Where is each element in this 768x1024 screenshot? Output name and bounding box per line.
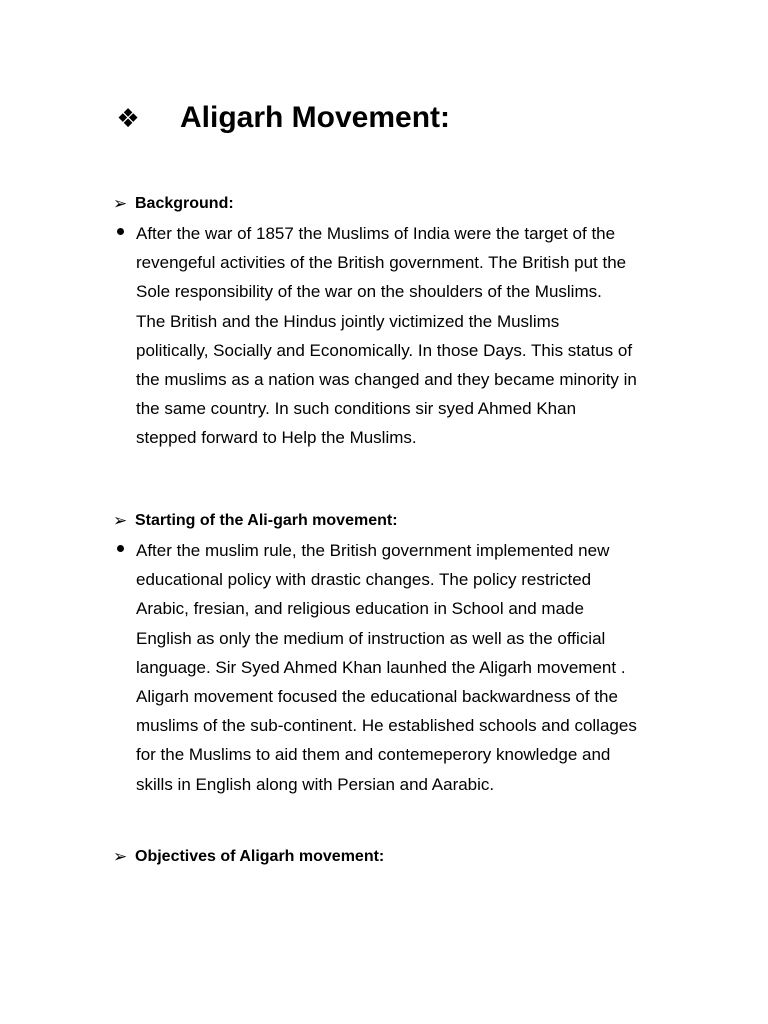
bullet-paragraph-starting [113,536,693,806]
arrow-bullet-icon: ➢ [113,847,128,866]
section-heading-text: Background: [135,195,234,212]
paragraph-line: language. Sir Syed Ahmed Khan launhed the Aligarh movement . [136,657,626,677]
paragraph-line: The British and the Hindus jointly victimized the Muslims [136,311,560,331]
paragraph-line: After the war of 1857 the Muslims of India were the target of the [136,224,616,243]
arrow-bullet-icon: ➢ [113,511,128,530]
paragraph-line: Arabic, fresian, and religious education in School and made [136,599,584,619]
paragraph-line: Aligarh movement focused the educational backwardness of the [136,686,618,706]
section-heading-background [113,192,234,216]
paragraph-text [136,219,637,453]
paragraph-line: for the Muslims to aid them and contemeperory knowledge and [136,745,611,765]
section-heading-text: Starting of the Ali-garh movement: [135,512,398,529]
diamond-bullet-icon: ❖ [116,103,140,133]
bullet-paragraph-background [113,219,693,459]
page-title: Aligarh Movement: [180,101,451,134]
paragraph-line: revengeful activities of the British government. The British put the [136,253,627,273]
paragraph-line: the same country. In such conditions sir syed Ahmed Khan [136,399,577,419]
paragraph-text [136,536,637,799]
paragraph-line: the muslims as a nation was changed and they became minority in [136,369,637,389]
section-heading-starting [113,509,398,533]
section-heading-text: Objectives of Aligarh movement: [135,848,385,865]
section-heading-objectives [113,845,384,869]
paragraph-line: skills in English along with Persian and Aarabic. [136,774,495,794]
paragraph-line: Sole responsibility of the war on the shoulders of the Muslims. [136,282,602,302]
arrow-bullet-icon: ➢ [113,194,128,213]
paragraph-line: politically, Socially and Economically. In those Days. This status of [136,340,633,360]
paragraph-line: English as only the medium of instruction as well as the official [136,628,606,648]
paragraph-line: educational policy with drastic changes. The policy restricted [136,570,592,590]
paragraph-line: After the muslim rule, the British government implemented new [136,541,610,560]
paragraph-line: stepped forward to Help the Muslims. [136,428,417,448]
bullet-dot-icon [117,545,124,552]
paragraph-line: muslims of the sub-continent. He established schools and collages [136,716,637,736]
document-title-row [113,96,450,140]
bullet-dot-icon [117,228,124,235]
